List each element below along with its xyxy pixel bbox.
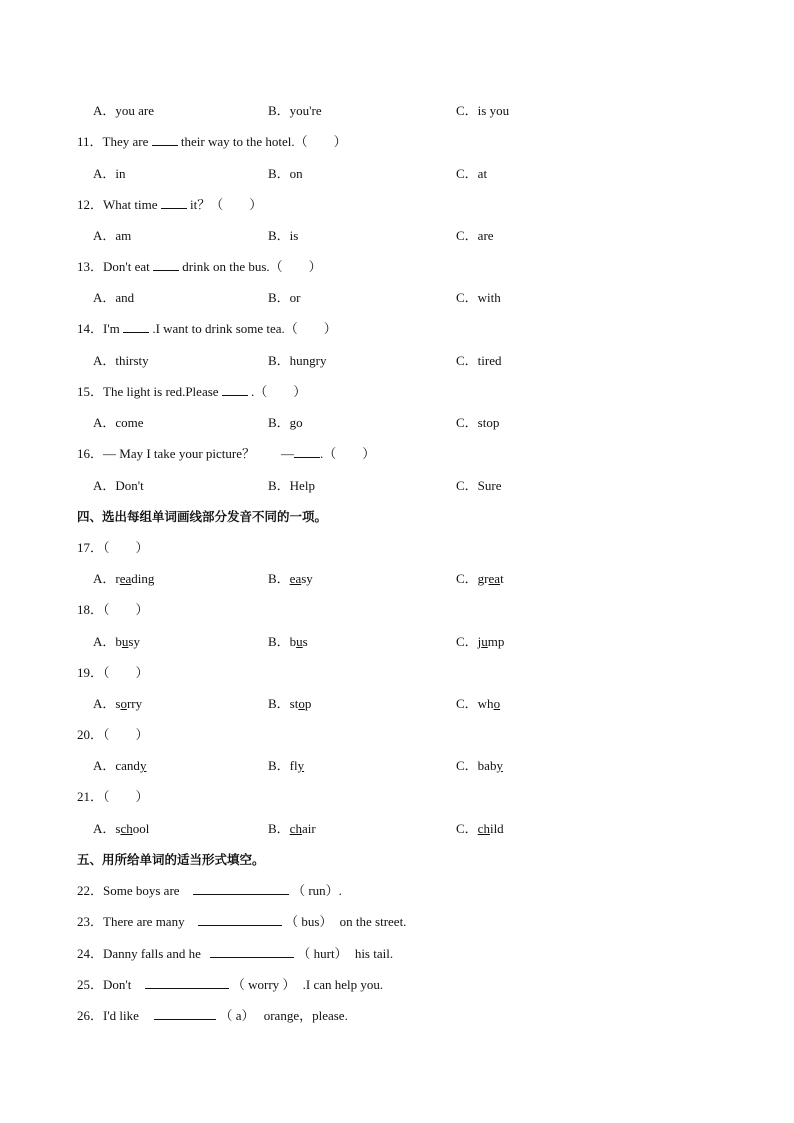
q19-option-a: A．sorry [93,696,143,711]
q17-option-a: A．reading [93,571,155,586]
q18-option-a: A．busy [93,634,140,649]
q15-option-c: C．stop [456,415,500,430]
section-5-title: 五、用所给单词的适当形式填空。 [77,852,265,867]
question-24: 24．Danny falls and he （ hurt） his tail. [77,946,394,961]
q13-option-b: B．or [268,290,301,305]
question-12: 12．What time it？（ ） [77,197,263,212]
q10-option-c: C．is you [456,103,510,118]
q16-option-c: C．Sure [456,478,502,493]
q19-option-c: C．who [456,696,501,711]
question-13: 13．Don't eat drink on the bus.（ ） [77,259,322,274]
question-26: 26．I'd like （ a） orange，please. [77,1008,348,1023]
q16-option-a: A．Don't [93,478,144,493]
q21-option-a: A．school [93,821,150,836]
question-11: 11．They are their way to the hotel.（ ） [77,134,347,149]
q11-option-a: A．in [93,166,126,181]
q14-option-b: B．hungry [268,353,327,368]
question-17: 17．（ ） [77,540,149,555]
q18-option-c: C．jump [456,634,505,649]
q12-option-a: A．am [93,228,132,243]
q14-option-c: C．tired [456,353,502,368]
question-14: 14．I'm .I want to drink some tea.（ ） [77,321,337,336]
q18-option-b: B．bus [268,634,308,649]
question-18: 18．（ ） [77,602,149,617]
q14-option-a: A．thirsty [93,353,149,368]
question-16: 16．— May I take your picture？ — .（ ） [77,446,376,461]
question-15: 15．The light is red.Please .（ ） [77,384,307,399]
q16-option-b: B．Help [268,478,315,493]
q10-option-a: A．you are [93,103,155,118]
q12-option-c: C．are [456,228,494,243]
question-19: 19．（ ） [77,665,149,680]
q12-option-b: B．is [268,228,299,243]
question-20: 20．（ ） [77,727,149,742]
q15-option-a: A．come [93,415,144,430]
q21-option-c: C．child [456,821,504,836]
q15-option-b: B．go [268,415,303,430]
q21-option-b: B．chair [268,821,316,836]
q20-option-b: B．fly [268,758,305,773]
question-23: 23．There are many （ bus） on the street. [77,914,407,929]
q17-option-c: C．great [456,571,504,586]
question-25: 25．Don't （ worry ） .I can help you. [77,977,384,992]
q20-option-c: C．baby [456,758,503,773]
q13-option-a: A．and [93,290,135,305]
q19-option-b: B．stop [268,696,312,711]
q13-option-c: C．with [456,290,501,305]
section-4-title: 四、选出每组单词画线部分发音不同的一项。 [77,509,328,524]
q11-option-b: B．on [268,166,303,181]
q17-option-b: B．easy [268,571,313,586]
q10-option-b: B．you're [268,103,322,118]
question-21: 21．（ ） [77,789,149,804]
question-22: 22．Some boys are （ run）. [77,883,342,898]
q11-option-c: C．at [456,166,488,181]
q20-option-a: A．candy [93,758,147,773]
